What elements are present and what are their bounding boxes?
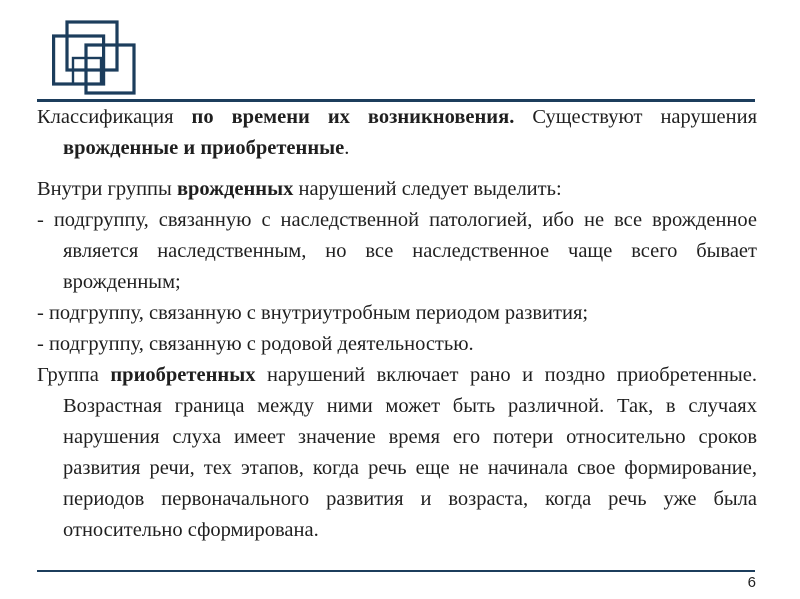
congenital-intro-paragraph [37, 174, 757, 205]
hereditary-subgroup-item: - подгруппу, связанную с наследственной патологией, ибо не все врожденное является наследственным, но все наследственное чаще всего бывает врожденным; [37, 209, 757, 293]
birth-subgroup-item: - подгруппу, связанную с родовой деятельностью. [37, 333, 474, 355]
bottom-divider [37, 570, 755, 572]
text-run: Внутри группы [37, 178, 177, 200]
text-run: нарушений включает рано и поздно приобретенные. Возрастная граница между ними может быть различной. Так, в случаях нарушения слуха имеет значение время его потери относительно сроков развития речи, тех этапов, когда речь еще не начинала свое формирование, периодов первоначального развития и возраста, когда речь уже была относительно сформирована. [63, 364, 757, 541]
slide-body [37, 102, 757, 546]
bold-run: врожденные и приобретенные [63, 137, 345, 159]
page-number: 6 [747, 574, 756, 591]
squares-logo-icon [52, 20, 142, 100]
intrauterine-subgroup-item: - подгруппу, связанную с внутриутробным периодом развития; [37, 302, 589, 324]
text-run: Группа [37, 364, 111, 386]
classification-paragraph [37, 102, 757, 164]
text-run: . [344, 137, 350, 159]
bold-run: врожденных [176, 178, 294, 200]
bold-run: по времени их возникновения. [191, 106, 515, 128]
acquired-paragraph [37, 360, 757, 546]
text-run: Существуют нарушения [514, 106, 757, 128]
bold-run: приобретенных [110, 364, 256, 386]
text-run: Классификация [37, 106, 192, 128]
text-run: нарушений следует выделить: [293, 178, 562, 200]
